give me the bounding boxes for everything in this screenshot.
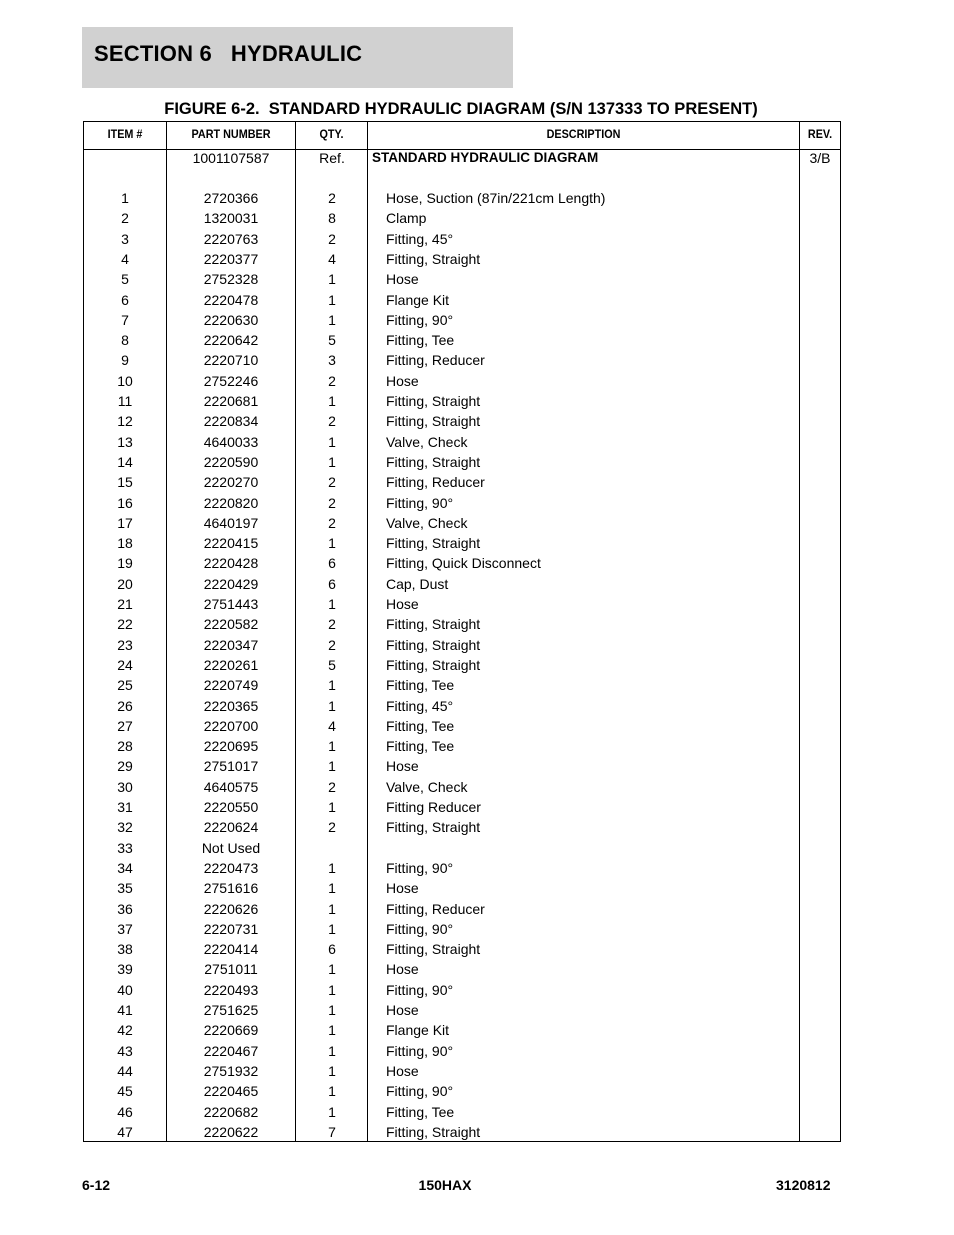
table-row: [84, 779, 840, 799]
cell-item: 10: [117, 372, 133, 389]
table-row: [84, 1043, 840, 1063]
cell-qty: 1: [328, 311, 336, 328]
cell-description: Fitting, Straight: [386, 250, 481, 267]
cell-item: 27: [117, 717, 133, 734]
cell-part-number: 4640575: [203, 778, 259, 795]
cell-item: 40: [117, 981, 133, 998]
cell-description: Fitting, Straight: [386, 819, 481, 836]
cell-description: Flange Kit: [386, 291, 450, 308]
cell-qty: 1: [328, 535, 336, 552]
cell-part-number: 2220695: [203, 738, 259, 755]
cell-description: Fitting, 90°: [386, 981, 454, 998]
table-row: [84, 1124, 840, 1144]
cell-item: 7: [121, 311, 129, 328]
cell-qty: 6: [328, 575, 336, 592]
cell-description: Fitting, Straight: [386, 1123, 481, 1140]
cell-description: Fitting, Tee: [386, 717, 455, 734]
cell-qty: 1: [328, 981, 336, 998]
cell-qty: 7: [328, 1123, 336, 1140]
header-qty: QTY.: [319, 127, 344, 141]
cell-description: Valve, Check: [386, 778, 468, 795]
cell-part-number: 2220669: [203, 1022, 259, 1039]
cell-item: 19: [117, 555, 133, 572]
cell-part-number: 2752246: [203, 372, 259, 389]
cell-description: Flange Kit: [386, 1022, 450, 1039]
cell-qty: 2: [328, 819, 336, 836]
cell-description: Fitting, 90°: [386, 494, 454, 511]
cell-qty: 1: [328, 880, 336, 897]
cell-item: 43: [117, 1042, 133, 1059]
cell-qty: 1: [328, 393, 336, 409]
table-row: [84, 758, 840, 778]
cell-part-number: 4640197: [203, 514, 259, 531]
table-row: [84, 616, 840, 636]
table-row: [84, 961, 840, 981]
table-row: [84, 880, 840, 900]
cell-description: Fitting, Reducer: [386, 474, 485, 491]
table-row: [84, 698, 840, 718]
table-row: [84, 555, 840, 575]
cell-description: Fitting, Straight: [386, 393, 481, 409]
cell-item: 31: [117, 799, 133, 815]
cell-description: Fitting, Reducer: [386, 352, 485, 369]
header-rev: REV.: [807, 127, 833, 141]
table-row: [84, 312, 840, 332]
figure-title: FIGURE 6-2. STANDARD HYDRAULIC DIAGRAM (S/N 137333 TO PRESENT): [164, 100, 758, 118]
cell-qty: 2: [328, 494, 336, 511]
table-row: [84, 474, 840, 494]
cell-item: 24: [117, 656, 133, 673]
table-row: [84, 677, 840, 697]
cell-part-number: Not Used: [201, 839, 261, 856]
cell-item: 13: [117, 433, 133, 450]
cell-description: Fitting, Tee: [386, 332, 455, 349]
cell-part-number: 2220681: [203, 393, 259, 409]
cell-part-number: 1320031: [203, 210, 259, 227]
cell-qty: 1: [328, 433, 336, 450]
parts-table: [83, 121, 841, 1142]
cell-item: 37: [117, 920, 133, 937]
cell-description: Clamp: [386, 210, 427, 227]
header-item: ITEM #: [107, 127, 143, 141]
cell-part-number: 2220493: [203, 981, 259, 998]
cell-qty: 4: [328, 250, 336, 267]
cell-description: Fitting Reducer: [386, 799, 481, 815]
cell-part-number: 2220415: [203, 535, 259, 552]
cell-qty: 1: [328, 291, 336, 308]
table-row: [84, 434, 840, 454]
cell-item: 44: [117, 1062, 133, 1079]
table-row: [84, 718, 840, 738]
cell-item: 14: [117, 453, 133, 470]
cell-qty: 6: [328, 555, 336, 572]
cell-description: Fitting, Tee: [386, 738, 455, 755]
footer-model: 150HAX: [418, 1177, 472, 1193]
cell-qty: 1: [328, 799, 336, 815]
cell-item: 1: [121, 190, 129, 206]
cell-qty: 2: [328, 230, 336, 247]
cell-part-number: 2220365: [203, 697, 259, 714]
cell-qty: 2: [328, 636, 336, 653]
cell-description: Fitting, 45°: [386, 697, 454, 714]
cell-qty: 2: [328, 514, 336, 531]
cell-part-number: 2220377: [203, 250, 259, 267]
cell-part-number: 2220731: [203, 920, 259, 937]
cell-part-number: 2220347: [203, 636, 259, 653]
cell-part-number: 2220428: [203, 555, 259, 572]
cell-item: 36: [117, 900, 133, 917]
cell-item: 39: [117, 961, 133, 978]
cell-description: Hose: [386, 271, 419, 288]
table-row: [84, 596, 840, 616]
cell-qty: 1: [328, 271, 336, 288]
table-row: [84, 901, 840, 921]
cell-description: Fitting, 45°: [386, 230, 454, 247]
cell-part-number: 2220626: [203, 900, 259, 917]
cell-qty: 1: [328, 859, 336, 876]
table-row: [84, 840, 840, 860]
cell-part-number: 2220261: [203, 656, 259, 673]
table-row: [84, 535, 840, 555]
cell-item: 38: [117, 941, 133, 958]
table-row: [84, 190, 840, 210]
cell-part-number: 2220478: [203, 291, 259, 308]
cell-qty: 5: [328, 656, 336, 673]
cell-description: Fitting, 90°: [386, 1083, 454, 1100]
table-row: [84, 271, 840, 291]
table-row: [84, 637, 840, 657]
cell-qty: 2: [328, 474, 336, 491]
cell-part-number: 2220590: [203, 453, 259, 470]
cell-part-number: 2751932: [203, 1062, 259, 1079]
cell-description: Fitting, Tee: [386, 677, 455, 694]
cell-part-number: 2751616: [203, 880, 259, 897]
table-row: [84, 352, 840, 372]
cell-qty: 2: [328, 616, 336, 633]
section-banner: [82, 27, 513, 88]
cell-part-number: 2220682: [203, 1103, 259, 1120]
cell-part-number: 2751625: [203, 1002, 259, 1018]
table-row: [84, 1104, 840, 1124]
cell-qty: Ref.: [319, 150, 345, 166]
cell-description: Fitting, Straight: [386, 941, 481, 958]
table-row: [84, 738, 840, 758]
cell-qty: 1: [328, 1083, 336, 1100]
cell-description: Fitting, 90°: [386, 311, 454, 328]
cell-item: 3: [121, 230, 129, 247]
cell-part-number: 2220624: [203, 819, 259, 836]
cell-description: Fitting, Straight: [386, 413, 481, 430]
cell-item: 6: [121, 291, 129, 308]
cell-qty: 1: [328, 1022, 336, 1039]
cell-item: 28: [117, 738, 133, 755]
cell-part-number: 4640033: [203, 433, 259, 450]
cell-part-number: 2720366: [203, 190, 259, 206]
table-row: [84, 495, 840, 515]
cell-item: 16: [117, 494, 133, 511]
cell-part-number: 2220700: [203, 717, 259, 734]
cell-item: 4: [121, 250, 129, 267]
cell-description: Hose: [386, 372, 419, 389]
cell-item: 41: [117, 1002, 133, 1018]
table-row: [84, 292, 840, 312]
cell-item: 8: [121, 332, 129, 349]
table-row: [84, 1063, 840, 1083]
cell-qty: 1: [328, 1062, 336, 1079]
footer-doc-number: 3120812: [776, 1177, 831, 1193]
cell-part-number: 2220429: [203, 575, 259, 592]
cell-qty: 1: [328, 1002, 336, 1018]
cell-description: Fitting, 90°: [386, 1042, 454, 1059]
cell-item: 33: [117, 839, 133, 856]
table-row: [84, 1002, 840, 1022]
cell-part-number: 2751017: [203, 758, 259, 775]
cell-item: 12: [117, 413, 133, 430]
cell-description: Fitting, Tee: [386, 1103, 455, 1120]
cell-description: Fitting, Reducer: [386, 900, 485, 917]
cell-qty: 1: [328, 900, 336, 917]
cell-item: 21: [117, 596, 133, 612]
table-row: [84, 982, 840, 1002]
cell-qty: 4: [328, 717, 336, 734]
cell-description: Valve, Check: [386, 514, 468, 531]
cell-part-number: 1001107587: [192, 150, 270, 166]
cell-qty: 2: [328, 190, 336, 206]
table-row: [84, 921, 840, 941]
table-row: [84, 515, 840, 535]
header-part-number: PART NUMBER: [191, 127, 271, 141]
table-row-main-assembly: [84, 150, 840, 170]
cell-description: Hose: [386, 758, 419, 775]
cell-description: Valve, Check: [386, 433, 468, 450]
cell-item: 23: [117, 636, 133, 653]
cell-part-number: 2220582: [203, 616, 259, 633]
cell-rev: 3/B: [809, 150, 831, 166]
cell-description: Hose, Suction (87in/221cm Length): [386, 190, 606, 206]
cell-description: Fitting, Straight: [386, 636, 481, 653]
cell-part-number: 2220465: [203, 1083, 259, 1100]
cell-description: Hose: [386, 1062, 419, 1079]
cell-qty: 8: [328, 210, 336, 227]
cell-description: Fitting, Straight: [386, 453, 481, 470]
cell-qty: 5: [328, 332, 336, 349]
cell-item: 22: [117, 616, 133, 633]
table-row: [84, 1022, 840, 1042]
table-row: [84, 1083, 840, 1103]
cell-description: Hose: [386, 596, 419, 612]
cell-item: 42: [117, 1022, 133, 1039]
cell-item: 5: [121, 271, 129, 288]
cell-part-number: 2220749: [203, 677, 259, 694]
cell-description: STANDARD HYDRAULIC DIAGRAM: [372, 150, 599, 165]
cell-part-number: 2220710: [203, 352, 259, 369]
cell-item: 45: [117, 1083, 133, 1100]
cell-item: 35: [117, 880, 133, 897]
cell-description: Fitting, 90°: [386, 920, 454, 937]
cell-item: 26: [117, 697, 133, 714]
cell-part-number: 2220414: [203, 941, 259, 958]
cell-qty: 1: [328, 738, 336, 755]
cell-item: 25: [117, 677, 133, 694]
cell-part-number: 2220467: [203, 1042, 259, 1059]
cell-item: 34: [117, 859, 133, 876]
cell-qty: 1: [328, 920, 336, 937]
cell-qty: 2: [328, 372, 336, 389]
table-row: [84, 657, 840, 677]
table-row: [84, 393, 840, 413]
table-row: [84, 799, 840, 819]
table-row: [84, 373, 840, 393]
cell-description: Fitting, Straight: [386, 656, 481, 673]
cell-qty: 2: [328, 413, 336, 430]
cell-item: 46: [117, 1103, 133, 1120]
table-row: [84, 454, 840, 474]
cell-description: Hose: [386, 1002, 419, 1018]
cell-item: 30: [117, 778, 133, 795]
cell-qty: 1: [328, 677, 336, 694]
cell-part-number: 2751443: [203, 596, 259, 612]
cell-description: Hose: [386, 880, 419, 897]
cell-qty: 1: [328, 596, 336, 612]
cell-item: 32: [117, 819, 133, 836]
cell-qty: 1: [328, 453, 336, 470]
header-description: DESCRIPTION: [546, 127, 621, 141]
cell-qty: 1: [328, 961, 336, 978]
cell-qty: 6: [328, 941, 336, 958]
cell-item: 9: [121, 352, 129, 369]
cell-qty: 1: [328, 1103, 336, 1120]
cell-description: Cap, Dust: [386, 575, 449, 592]
cell-item: 11: [117, 393, 133, 409]
cell-qty: 3: [328, 352, 336, 369]
table-row: [84, 332, 840, 352]
cell-part-number: 2220834: [203, 413, 259, 430]
cell-part-number: 2220820: [203, 494, 259, 511]
cell-description: Hose: [386, 961, 419, 978]
cell-qty: 2: [328, 778, 336, 795]
table-row: [84, 251, 840, 271]
table-row: [84, 576, 840, 596]
cell-part-number: 2220763: [203, 230, 259, 247]
table-row: [84, 941, 840, 961]
cell-item: 2: [121, 210, 129, 227]
cell-item: 47: [117, 1123, 133, 1140]
cell-item: 15: [117, 474, 133, 491]
cell-description: Fitting, 90°: [386, 859, 454, 876]
table-row: [84, 819, 840, 839]
cell-item: 18: [117, 535, 133, 552]
footer-page-number: 6-12: [82, 1177, 111, 1193]
cell-part-number: 2220630: [203, 311, 259, 328]
table-row: [84, 413, 840, 433]
table-row: [84, 210, 840, 230]
cell-item: 17: [117, 514, 133, 531]
cell-description: Fitting, Straight: [386, 535, 481, 552]
cell-part-number: 2751011: [204, 961, 258, 978]
cell-description: Fitting, Quick Disconnect: [386, 555, 541, 572]
cell-item: 20: [117, 575, 133, 592]
cell-part-number: 2220622: [203, 1123, 259, 1140]
cell-description: Fitting, Straight: [386, 616, 481, 633]
cell-part-number: 2220550: [203, 799, 259, 815]
cell-qty: 1: [328, 758, 336, 775]
cell-qty: 1: [328, 1042, 336, 1059]
cell-part-number: 2220270: [203, 474, 259, 491]
cell-part-number: 2220642: [203, 332, 259, 349]
table-row: [84, 860, 840, 880]
section-title: SECTION 6 HYDRAULIC: [94, 41, 363, 66]
cell-part-number: 2220473: [203, 859, 259, 876]
cell-qty: 1: [328, 697, 336, 714]
cell-item: 29: [117, 758, 133, 775]
cell-part-number: 2752328: [203, 271, 259, 288]
table-row: [84, 231, 840, 251]
